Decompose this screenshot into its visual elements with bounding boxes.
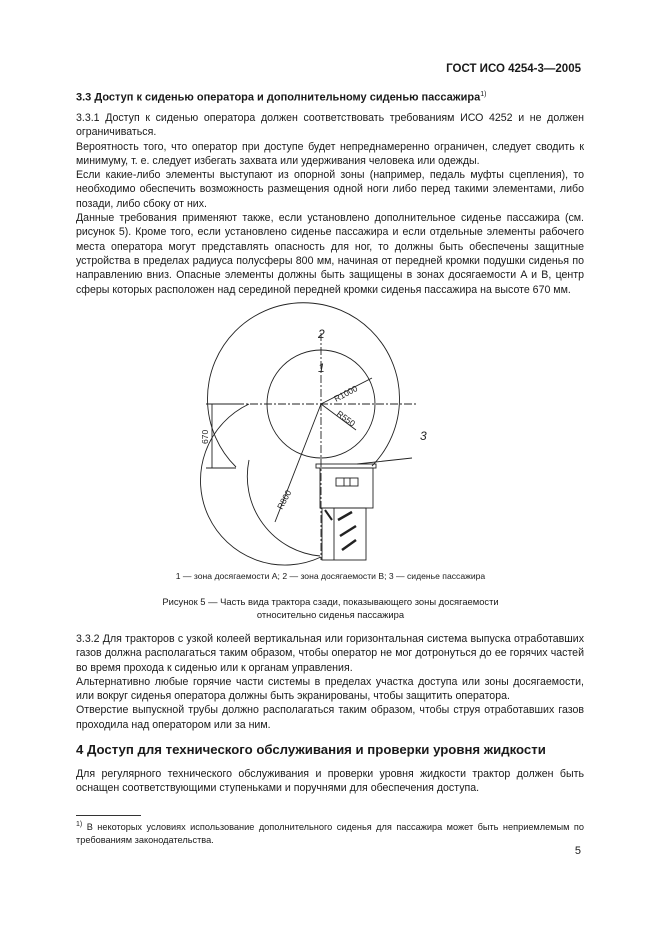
zone-b-circle xyxy=(208,303,400,467)
figure-caption: Рисунок 5 — Часть вида трактора сзади, показывающего зоны досягаемости относительно сиденья пассажира xyxy=(162,596,499,620)
footnote-ref: 1) xyxy=(480,91,487,98)
label-zone-1: 1 xyxy=(318,361,325,375)
seat-back xyxy=(320,468,373,508)
footnote: $^{1)}$ В некоторых условиях использование дополнительного сиденья для пассажира может быть неприемлемым по требованиям законодательства. xyxy=(76,821,585,846)
paragraph: Отверстие выпускной трубы должно располагаться таким образом, чтобы струя отработавших газов проходила над оператором или за ним. xyxy=(76,704,584,731)
section-4-body xyxy=(76,767,584,796)
label-r800: R800 xyxy=(274,488,294,511)
paragraph: 3.3.2 Для тракторов с узкой колеей вертикальная или горизонтальная система выпуска отработавших газов должна располагаться таким образом, чтобы оператор не мог дотронуться до ее горячих частей во время прохода к сиденью или к органам управления. xyxy=(76,633,584,674)
figure-legend: 1 — зона досягаемости A; 2 — зона досягаемости B; 3 — сиденье пассажира xyxy=(175,571,486,581)
paragraph: Для регулярного технического обслуживания и проверки уровня жидкости трактор должен быть оснащен соответствующими ступеньками и поручнями для обеспечения доступа. xyxy=(76,768,584,795)
paragraph: Вероятность того, что оператор при доступе будет непреднамеренно ограничен, следует сводить к минимуму, т. е. следует избегать захвата или удерживания человека или одежды. xyxy=(76,140,584,167)
label-670: 670 xyxy=(200,429,210,444)
paragraph: Данные требования применяют также, если установлено дополнительное сиденье пассажира (см. рисунок 5). Кроме того, если установлено сиденье пассажира и если отдельные элементы рабочего места оператора могут представлять опасность для ног, то должны быть обеспечены защитные устройства в пределах радиуса полусферы 800 мм, начиная от передней кромки подушки сиденья по направлению вниз. Опасные элементы должны быть защищены в зонах досягаемости A и B, центр сферы которых расположен над серединой передней кромки сиденья пассажира на высоте 670 мм. xyxy=(76,212,584,296)
paragraph: 3.3.1 Доступ к сиденью оператора должен соответствовать требованиям ИСО 4252 и не должен ограничиваться. xyxy=(76,112,584,139)
page-number: 5 xyxy=(574,845,581,857)
paragraph: Альтернативно любые горячие части системы в пределах участка доступа или зоны досягаемости, или вокруг сиденья оператора должны быть экранированы, чтобы защитить оператора. xyxy=(76,675,584,703)
footnote-separator xyxy=(76,815,141,816)
label-r1000: R1000 xyxy=(332,383,360,404)
label-r550: R550 xyxy=(334,408,358,429)
r800-arc xyxy=(200,404,321,565)
section-4-title: 4 Доступ для технического обслуживания и проверки уровня жидкости xyxy=(76,742,546,757)
label-seat-3: 3 xyxy=(420,429,427,443)
label-zone-2: 2 xyxy=(318,327,325,341)
section-3-3-title: 3.3 Доступ к сиденью оператора и дополнительному сиденью пассажира$^{1)}$ xyxy=(76,91,487,104)
document-header: ГОСТ ИСО 4254-3—2005 xyxy=(446,63,581,75)
paragraph: Если какие-либо элементы выступают из опорной зоны (например, педаль муфты сцепления), то необходимо обеспечить возможность размещения одной ноги либо перед такими элементами, либо позади, либо сбоку от них. xyxy=(76,169,584,210)
section-3-3-2-body xyxy=(76,632,584,732)
